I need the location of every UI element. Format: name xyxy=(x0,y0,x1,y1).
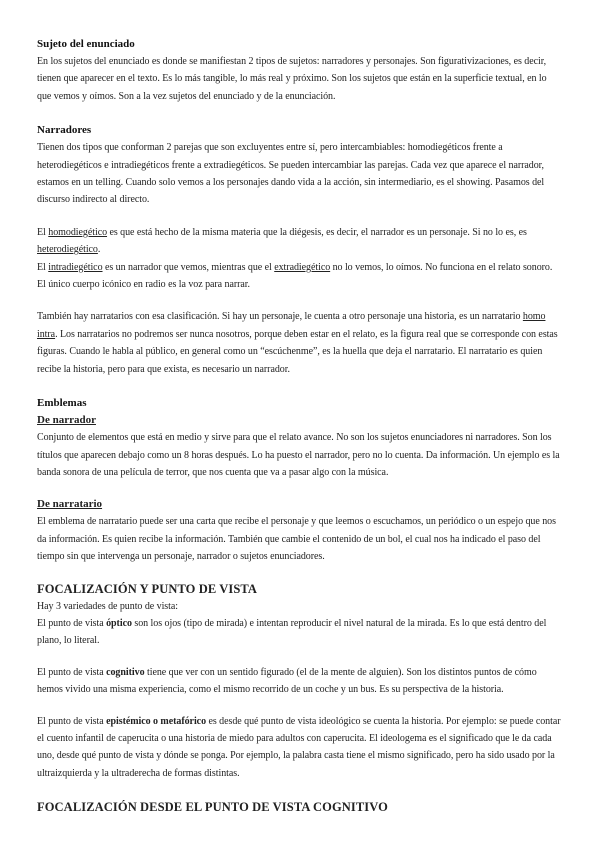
heading-emblemas: Emblemas xyxy=(37,397,87,410)
paragraph-optico: El punto de vista óptico son los ojos (tipo de mirada) e intentan reproducir el nivel natural de la mirada. Es lo que está dentro del plano, lo literal. xyxy=(37,617,547,647)
paragraph-narradores-intro: Tienen dos tipos que conforman 2 parejas que son excluyentes entre sí, pero intercambiables: homodiegéticos frente a heterodiegéticos e intradiegéticos frente a extradiegéticos. Se pueden intercambiar las parejas. Cada vez que aparece el narrador, estamos en un telling. Cuando solo vemos a los personajes dando vida a la acción, sin intermediario, es el showing. Pasamos del discurso indirecto al directo. xyxy=(37,142,545,206)
term-homodiegetico: homodiegético xyxy=(48,226,108,238)
heading-focalizacion-cognitivo: FOCALIZACIÓN DESDE EL PUNTO DE VISTA COGNITIVO xyxy=(37,800,388,815)
heading-sujeto-del-enunciado: Sujeto del enunciado xyxy=(37,38,135,50)
subheading-de-narratario: De narratario xyxy=(37,498,103,511)
paragraph-narratarios: También hay narratarios con esa clasificación. Si hay un personaje, le cuenta a otro personaje una historia, es un narratario homo intra. Los narratarios no podremos ser nunca nosotros, porque deben estar en el relato, es la figura real que se corresponde con estas figuras. Cuando le habla al público, en general como un “escúchenme”, es la huella que deja el narratario. El narratario es quien recibe la historia, pero para que exista, es necesario un narrador. xyxy=(37,311,558,375)
paragraph-cognitivo: El punto de vista cognitivo tiene que ver con un sentido figurado (el de la mente de alguien). Son los distintos puntos de cómo hemos vivido una misma experiencia, como el mismo recorrido de un coche y un bus. Es su perspectiva de la historia. xyxy=(37,666,537,696)
document-content xyxy=(37,36,563,816)
term-optico: óptico xyxy=(106,617,132,629)
paragraph-variedades: Hay 3 variedades de punto de vista: xyxy=(37,600,178,612)
term-intradiegetico: intradiegético xyxy=(48,261,103,273)
subheading-de-narrador: De narrador xyxy=(37,414,96,427)
paragraph-homodiegetico: El homodiegético es que está hecho de la misma materia que la diégesis, es decir, el narrador es un personaje. Si no lo es, es heterodiegético. xyxy=(37,226,527,256)
term-heterodiegetico: heterodiegético xyxy=(37,244,98,256)
paragraph-de-narrador: Conjunto de elementos que está en medio y sirve para que el relato avance. No son los sujetos enunciadores ni narradores. Son los títulos que aparecen debajo como un 8 horas después. Lo ha puesto el narrador, pero no lo cuenta. Da información. Un ejemplo es la banda sonora de una película de terror, que nos cuenta que va a pasar algo con la música. xyxy=(37,432,560,478)
paragraph-de-narratario: El emblema de narratario puede ser una carta que recibe el personaje y que leemos o escuchamos, un periódico o un espejo que nos da información. Es quien recibe la información. También que cambie el contenido de un bol, el cual nos ha indicado el paso del tiempo sin que intervenga un personaje, narrador o sujetos enunciadores. xyxy=(37,516,556,563)
heading-narradores: Narradores xyxy=(37,124,92,137)
paragraph-sujeto-del-enunciado: En los sujetos del enunciado es donde se manifiestan 2 tipos de sujetos: narradores y personajes. Son figurativizaciones, es decir, tienen que aparecer en el texto. Es lo más tangible, lo más real y próximo. Son los sujetos que están en la superficie textual, en lo que vemos y oímos. Son a la vez sujetos del enunciado y de la enunciación. xyxy=(37,56,547,102)
term-homo-intra: homo intra xyxy=(37,311,546,340)
paragraph-intradiegetico: El intradiegético es un narrador que vemos, mientras que el extradiegético no lo vemos, lo oímos. No funciona en el relato sonoro. El único cuerpo icónico en radio es la voz para narrar. xyxy=(37,261,553,291)
paragraph-epistemico: El punto de vista epistémico o metafórico es desde qué punto de vista ideológico se cuenta la historia. Por ejemplo: se puede contar el cuento infantil de caperucita o una historia de miedo para adultos con caperucita. El ideologema es el significado que le da cada uno, desde qué punto de vista y dónde se ponga. Por ejemplo, la palabra casta tiene el mismo significado, pero ha sido usado por la ultraizquierda y la ultraderecha de formas distintas. xyxy=(37,715,561,779)
term-epistemico-metaforico: epistémico o metafórico xyxy=(106,715,207,727)
heading-focalizacion-punto-de-vista: FOCALIZACIÓN Y PUNTO DE VISTA xyxy=(37,581,258,596)
term-cognitivo: cognitivo xyxy=(106,666,145,678)
term-extradiegetico: extradiegético xyxy=(274,261,331,273)
